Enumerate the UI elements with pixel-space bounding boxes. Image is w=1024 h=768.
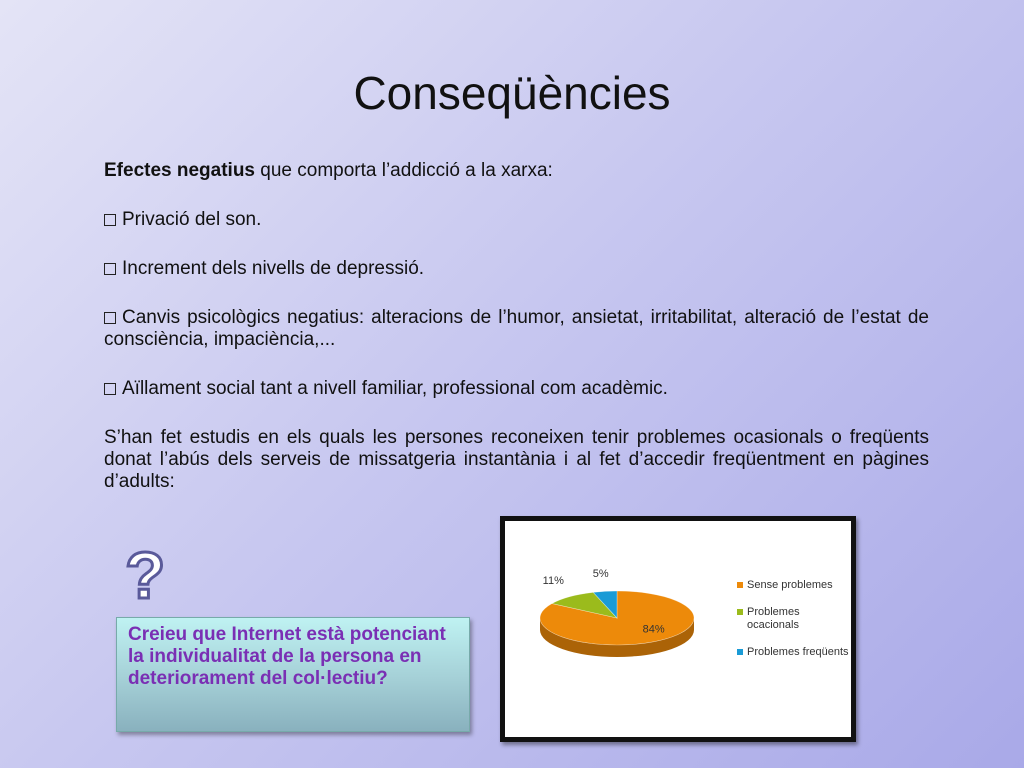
bullet-item	[104, 209, 929, 231]
checkbox-bullet-icon	[104, 214, 116, 226]
legend-swatch	[737, 649, 743, 655]
pie-data-label: 11%	[542, 575, 564, 588]
bullet-item	[104, 378, 929, 400]
question-mark-icon: ?	[125, 538, 166, 612]
slide-content	[104, 160, 929, 520]
study-paragraph: S’han fet estudis en els quals les persones reconeixen tenir problemes ocasionals o freqüents donat l’abús dels serveis de missatgeria instantània i al fet d’accedir freqüentment en pàgines d’adults:	[104, 427, 929, 492]
bullet-text: Canvis psicològics negatius: alteracions de l’humor, ansietat, irritabilitat, alteració de l’estat de consciència, impaciència,...	[104, 307, 929, 350]
bullet-text: Privació del son.	[122, 209, 262, 230]
legend-item	[737, 579, 852, 592]
intro-line	[104, 160, 929, 182]
bullet-item	[104, 307, 929, 351]
legend-label: Problemes ocacionals	[747, 606, 800, 631]
checkbox-bullet-icon	[104, 383, 116, 395]
legend-swatch	[737, 609, 743, 615]
bullet-text: Aïllament social tant a nivell familiar, professional com acadèmic.	[122, 378, 668, 399]
intro-rest: que comporta l’addicció a la xarxa:	[255, 160, 553, 181]
legend-item	[737, 646, 852, 659]
checkbox-bullet-icon	[104, 312, 116, 324]
slide-title: Conseqüències	[353, 67, 671, 119]
bullet-item	[104, 258, 929, 280]
intro-bold: Efectes negatius	[104, 160, 255, 181]
legend-swatch	[737, 582, 743, 588]
checkbox-bullet-icon	[104, 263, 116, 275]
question-box: Creieu que Internet està potenciant la individualitat de la persona en deteriorament del col·lectiu?	[116, 617, 470, 732]
pie-chart-frame	[500, 516, 856, 742]
chart-legend	[737, 579, 852, 673]
bullet-text: Increment dels nivells de depressió.	[122, 258, 425, 279]
legend-label: Problemes freqüents	[747, 646, 849, 658]
pie-data-label: 84%	[642, 623, 665, 636]
legend-label: Sense problemes	[747, 579, 833, 591]
pie-data-label: 5%	[592, 567, 609, 580]
legend-item	[737, 606, 852, 632]
